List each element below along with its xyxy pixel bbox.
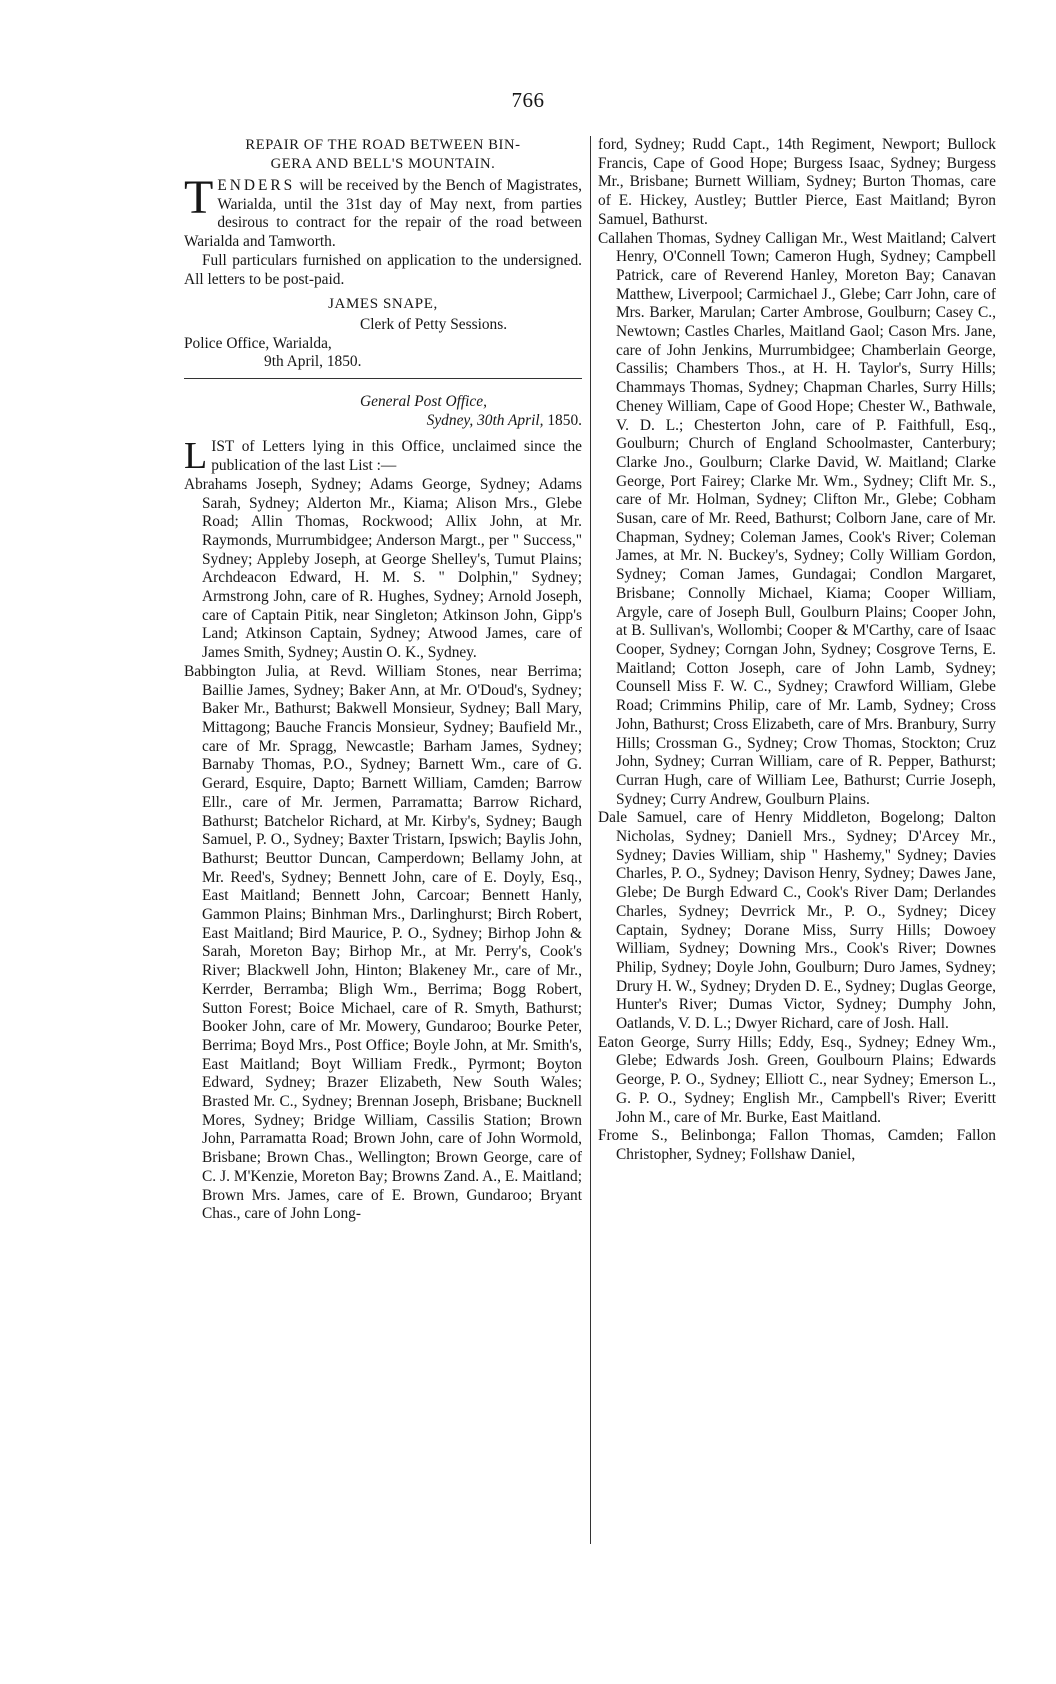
notice-signatory: JAMES SNAPE, bbox=[328, 296, 438, 313]
letters-entry-e: Eaton George, Surry Hills; Eddy, Esq., Sydney; Edney Wm., Glebe; Edwards Josh. Green, Goulbourn Plains; Edwards George, P. O., Sydney; Elliott C., near Sydney; Emerson L., G. P. O., Sydney; English Mr., Campbell's River; Everitt John M., care of Mr. Burke, East Maitland. bbox=[598, 1033, 996, 1126]
notice-title bbox=[184, 136, 582, 173]
drop-cap: T bbox=[184, 171, 214, 224]
letters-entry-c: Callahen Thomas, Sydney Calligan Mr., West Maitland; Calvert Henry, O'Connell Town; Cameron Hugh, Sydney; Campbell Patrick, care of Reverend Hanley, Moreton Bay; Canavan Matthew, Liverpool; Carmichael J., Glebe; Carr John, care of Mrs. Barker, Marulan; Carter Ambrose, Goulburn; Casey C., Newtown; Castles Charles, Maitland Gaol; Cason Mrs. Jane, care of John Jenkins, Murrumbidgee; Chamberlain George, Cassilis; Chambers Thos., at H. H. Taylor's, Surry Hills; Chammays Thomas, Sydney; Chapman Charles, Surry Hills; Cheney William, Cape of Good Hope; Chester W., Bathwale, V. D. L.; Chesterton John, care of P. Faithfull, Esq., Goulburn; Church of England Schoolmaster, Canterbury; Clarke Jno., Goulburn; Clarke David, W. Maitland; Clarke George, Port Fairey; Clarke Mr. Wm., Sydney; Clift Mr. S., care of Mr. Holman, Sydney; Clifton Mr., Glebe; Cobham Susan, care of Mr. Reed, Bathurst; Colborn Jane, care of Mr. Chapman, Sydney; Coleman James, Cook's River; Coleman James, at Mr. N. Buckey's, Sydney; Colly William Gordon, Sydney; Coman James, Gundagai; Condlon Margaret, Brisbane; Connolly Michael, Kiama; Cooper William, Argyle, care of Joseph Bull, Goulburn Plains; Cooper John, at B. Sullivan's, Wollombi; Cooper & M'Carthy, care of Isaac Cooper, Sydney; Corngan John, Sydney; Cosgrove Terns, E. Maitland; Cotton Joseph, care of John Lamb, Sydney; Counsell Miss F. W. C., Sydney; Crawford William, Glebe Road; Crimmins Philip, care of Mr. Lamb, Sydney; Cross John, Bathurst; Cross Elizabeth, care of Mrs. Branbury, Surry Hills; Crossman G., Sydney; Crow Thomas, Stockton; Cruz John, Sydney; Curran William, care of R. Pepper, Bathurst; Curran Hugh, care of William Lee, Bathurst; Currie Joseph, Sydney; Curry Andrew, Goulburn Plains. bbox=[598, 229, 996, 808]
letters-dateline bbox=[184, 412, 582, 431]
letters-entry-b: Babbington Julia, at Revd. William Stones, near Berrima; Baillie James, Sydney; Baker Ann, at Mr. O'Doud's, Sydney; Baker Mr., Bathurst; Bakwell Monsieur, Sydney; Ball Mary, Mittagong; Bauche Francis Monsieur, Sydney; Baufield Mr., care of Mr. Spragg, Newcastle; Barham James, Sydney; Barnaby Thomas, P.O., Sydney; Barnett Wm., care of G. Gerard, Esquire, Dapto; Barnett William, Camden; Barrow Ellr., care of Mr. Jermen, Parramatta; Barrow Richard, Bathurst; Batchelor Richard, at Mr. Kirby's, Sydney; Baugh Samuel, P. O., Sydney; Baxter Tristarn, Ipswich; Baylis John, Bathurst; Beuttor Duncan, Camperdown; Bellamy John, at Mr. Reed's, Sydney; Bennett John, care of E. Doyly, Esq., East Maitland; Bennett John, Carcoar; Bennett Hanly, Gammon Plains; Binhman Mrs., Darlinghurst; Birch Robert, East Maitland; Bird Maurice, P. O., Sydney; Birhop John & Sarah, Moreton Bay; Birhop Mr., at Mr. Perry's, Cook's River; Blackwell John, Hinton; Blakeney Mr., care of Mr., Kerrder, Berramba; Bligh Wm., Berrima; Bogg Robert, Sutton Forest; Boice Michael, care of R. Smyth, Bathurst; Booker John, care of Mr. Mowery, Gundaroo; Bourke Peter, Berrima; Boyd Mrs., Post Office; Boyle John, at Mr. Smith's, East Maitland; Boyt William Fredk., Pyrmont; Boyton Edward, Sydney; Brazer Elizabeth, New South Wales; Brasted Mr. C., Sydney; Brennan Joseph, Brisbane; Bucknell Mores, Sydney; Bridge William, Cassilis Station; Brown John, Parramatta Road; Brown John, care of John Wormold, Brisbane; Brown Chas., Wellington; Brown George, care of C. J. M'Kenzie, Moreton Bay; Browns Zand. A., E. Maitland; Brown Mrs. James, care of E. Brown, Gundaroo; Bryant Chas., care of John Long- bbox=[184, 662, 582, 1223]
right-column bbox=[598, 136, 996, 1165]
letters-intro bbox=[184, 435, 582, 478]
notice-place: Police Office, Warialda, bbox=[184, 334, 332, 352]
tender-notice bbox=[184, 136, 582, 372]
notice-date: 9th April, 1850. bbox=[264, 353, 362, 371]
left-column bbox=[184, 136, 582, 1224]
notice-body bbox=[184, 171, 582, 252]
letters-list bbox=[184, 393, 582, 1224]
notice-body-2: Full particulars furnished on application to the undersigned. All letters to be post-paid. bbox=[184, 251, 582, 288]
drop-cap-l: L bbox=[184, 435, 208, 478]
notice-first-word: ENDERS bbox=[217, 177, 296, 194]
notice-body-text: will be received by the Bench of Magistrates, Warialda, until the 31st day of May next, from parties desirous to contract for the repair of the road between Warialda and Tamworth. bbox=[184, 177, 582, 251]
letters-city-date: Sydney, 30th April, bbox=[426, 411, 544, 429]
letters-entry-d: Dale Samuel, care of Henry Middleton, Bogelong; Dalton Nicholas, Sydney; Daniell Mrs., Sydney; D'Arcey Mr., Sydney; Davies William, ship " Hashemy," Sydney; Davies Charles, P. O., Sydney; Davison Henry, Sydney; Dawes Jane, Glebe; De Burgh Edward C., Cook's River Dam; Derlandes Charles, Sydney; Devrrick Mr., P. O., Sydney; Dicey Captain, Sydney; Dorane Miss, Surry Hills; Dowoey William, Sydney; Downing Mrs., Cook's River; Downes Philip, Sydney; Doyle John, Goulburn; Duro James, Sydney; Drury H. W., Sydney; Dryden D. E., Sydney; Duglas George, Hunter's River; Dumas Victor, Sydney; Dumphy John, Oatlands, V. D. L.; Dwyer Richard, care of Josh. Hall. bbox=[598, 809, 996, 1033]
letters-year: 1850. bbox=[547, 411, 582, 429]
notice-title-line2: GERA AND BELL'S MOUNTAIN. bbox=[270, 155, 496, 172]
notice-signatory-title: Clerk of Petty Sessions. bbox=[360, 315, 508, 333]
letters-office: General Post Office, bbox=[360, 393, 487, 411]
letters-entry-f: Frome S., Belinbonga; Fallon Thomas, Camden; Fallon Christopher, Sydney; Follshaw Daniel, bbox=[598, 1127, 996, 1163]
notice-title-line1: REPAIR OF THE ROAD BETWEEN BIN- bbox=[245, 137, 521, 153]
page-number: 766 bbox=[511, 88, 545, 112]
letters-intro-text: IST of Letters lying in this Office, unclaimed since the publication of the last List :— bbox=[211, 438, 582, 475]
letters-entry-b-continued: ford, Sydney; Rudd Capt., 14th Regiment, Newport; Bullock Francis, Cape of Good Hope; Burgess Isaac, Sydney; Burgess Mr., Brisbane; Burnett William, Sydney; Burton Thomas, care of E. Hickey, Austley; Buttler Pierce, East Maitland; Byron Samuel, Bathurst. bbox=[598, 136, 996, 228]
section-rule bbox=[184, 378, 582, 379]
column-divider bbox=[590, 136, 591, 1544]
letters-entry-a: Abrahams Joseph, Sydney; Adams George, Sydney; Adams Sarah, Sydney; Alderton Mr., Kiama; Alison Mrs., Glebe Road; Allin Thomas, Rockwood; Allix John, at Mr. Raymonds, Murrumbidgee; Anderson Margt., per " Success," Sydney; Appleby Joseph, at George Shelley's, Tumut Plains; Archdeacon Edward, H. M. S. " Dolphin," Sydney; Armstrong John, care of R. Hughes, Sydney; Arnold Joseph, care of Captain Pitik, near Singleton; Atkinson John, Gipp's Land; Atkinson Captain, Sydney; Atwood James, care of James Smith, Sydney; Austin O. K., Sydney. bbox=[184, 475, 582, 662]
